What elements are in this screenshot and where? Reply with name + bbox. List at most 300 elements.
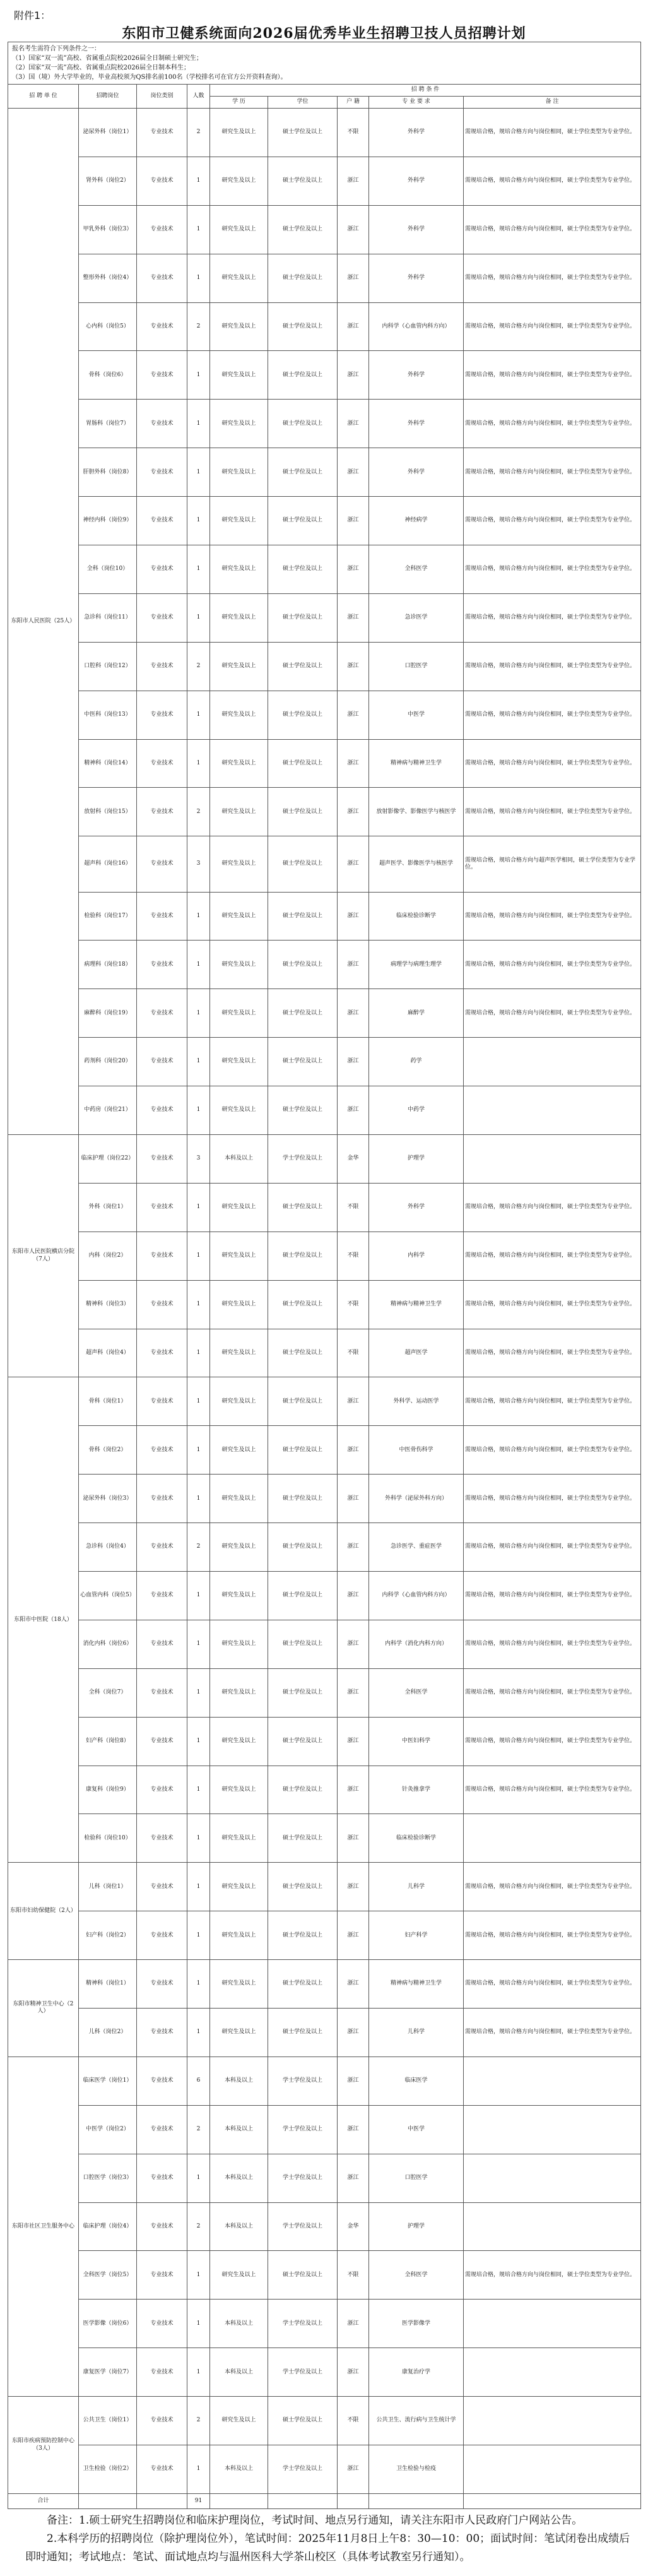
education-cell: 研究生及以上 <box>210 2008 268 2057</box>
remark-cell <box>464 1038 641 1086</box>
category-cell: 专业技术 <box>137 1280 187 1329</box>
category-cell: 专业技术 <box>137 2057 187 2105</box>
table-row <box>8 989 641 1038</box>
education-cell: 研究生及以上 <box>210 1717 268 1766</box>
major-cell: 全科医学 <box>369 545 464 594</box>
header-count: 人数 <box>187 85 210 109</box>
position-cell: 妇产科（岗位8） <box>79 1717 137 1766</box>
hukou-cell: 浙江 <box>338 351 369 400</box>
major-cell: 康复治疗学 <box>369 2348 464 2397</box>
degree-cell: 学士学位及以上 <box>268 2300 338 2348</box>
remark-cell: 需规培合格，规培合格方向与岗位相同，硕士学位类型为专业学位。 <box>464 739 641 788</box>
footer-notes <box>25 2512 631 2567</box>
position-cell: 肝胆外科（岗位8） <box>79 448 137 497</box>
hukou-cell: 浙江 <box>338 1717 369 1766</box>
degree-cell: 硕士学位及以上 <box>268 593 338 642</box>
note-line: （3）国（境）外大学毕业的，毕业高校须为QS排名前100名（学校排名可在官方公开资料查询）。 <box>12 74 287 81</box>
major-cell: 精神病与精神卫生学 <box>369 739 464 788</box>
position-cell: 中药房（岗位21） <box>79 1086 137 1135</box>
category-cell: 专业技术 <box>137 892 187 941</box>
hukou-cell: 金华 <box>338 2202 369 2251</box>
category-cell: 专业技术 <box>137 1426 187 1475</box>
table-row <box>8 2105 641 2154</box>
total-count: 91 <box>187 2493 210 2508</box>
header-unit: 招 聘 单 位 <box>8 85 79 109</box>
degree-cell: 硕士学位及以上 <box>268 989 338 1038</box>
table-row <box>8 1280 641 1329</box>
hukou-cell: 浙江 <box>338 1960 369 2009</box>
table-row <box>8 2348 641 2397</box>
degree-cell: 硕士学位及以上 <box>268 254 338 302</box>
hukou-cell: 浙江 <box>338 989 369 1038</box>
major-cell: 儿科学 <box>369 2008 464 2057</box>
total-label: 合计 <box>8 2493 79 2508</box>
education-cell: 本科及以上 <box>210 2445 268 2494</box>
remark-cell: 需规培合格，规培合格方向与岗位相同，硕士学位类型为专业学位。 <box>464 1911 641 1960</box>
major-cell: 护理学 <box>369 2202 464 2251</box>
remark-cell <box>464 1134 641 1183</box>
table-row <box>8 1038 641 1086</box>
category-cell: 专业技术 <box>137 1960 187 2009</box>
category-cell: 专业技术 <box>137 302 187 351</box>
hukou-cell: 不限 <box>338 2397 369 2445</box>
education-cell: 研究生及以上 <box>210 836 268 892</box>
position-cell: 公共卫生（岗位1） <box>79 2397 137 2445</box>
category-cell: 专业技术 <box>137 691 187 739</box>
count-cell: 1 <box>187 1911 210 1960</box>
degree-cell: 硕士学位及以上 <box>268 1571 338 1620</box>
position-cell: 中医科（岗位13） <box>79 691 137 739</box>
major-cell: 中医妇科学 <box>369 1717 464 1766</box>
header-major: 专 业 要 求 <box>369 97 464 109</box>
category-cell: 专业技术 <box>137 1232 187 1280</box>
major-cell: 急诊医学、重症医学 <box>369 1523 464 1572</box>
table-row <box>8 1232 641 1280</box>
remark-cell: 需规培合格，规培合格方向与岗位相同，硕士学位类型为专业学位。 <box>464 205 641 254</box>
hukou-cell: 金华 <box>338 1134 369 1183</box>
count-cell: 1 <box>187 157 210 205</box>
position-cell: 全科医学（岗位5） <box>79 2251 137 2300</box>
education-cell: 研究生及以上 <box>210 254 268 302</box>
category-cell: 专业技术 <box>137 448 187 497</box>
table-row <box>8 1571 641 1620</box>
hukou-cell: 浙江 <box>338 448 369 497</box>
table-row <box>8 836 641 892</box>
count-cell: 1 <box>187 400 210 448</box>
education-cell: 研究生及以上 <box>210 1038 268 1086</box>
category-cell: 专业技术 <box>137 400 187 448</box>
position-cell: 儿科（岗位1） <box>79 1863 137 1911</box>
remark-cell <box>464 1086 641 1135</box>
count-cell: 1 <box>187 1717 210 1766</box>
position-cell: 检验科（岗位17） <box>79 892 137 941</box>
major-cell: 内科学（心血管内科方向） <box>369 1571 464 1620</box>
major-cell: 外科学 <box>369 1183 464 1232</box>
table-row <box>8 205 641 254</box>
table-row <box>8 254 641 302</box>
table-row <box>8 400 641 448</box>
education-cell: 研究生及以上 <box>210 1329 268 1377</box>
hukou-cell: 浙江 <box>338 1766 369 1814</box>
category-cell: 专业技术 <box>137 1329 187 1377</box>
remark-cell: 需规培合格，规培合格方向与岗位相同，硕士学位类型为专业学位。 <box>464 1426 641 1475</box>
header-hukou: 户 籍 <box>338 97 369 109</box>
remark-cell: 需规培合格，规培合格方向与岗位相同，硕士学位类型为专业学位。 <box>464 788 641 836</box>
count-cell: 1 <box>187 1766 210 1814</box>
position-cell: 中医学（岗位2） <box>79 2105 137 2154</box>
count-cell: 1 <box>187 2008 210 2057</box>
degree-cell: 硕士学位及以上 <box>268 2397 338 2445</box>
major-cell: 全科医学 <box>369 2251 464 2300</box>
degree-cell: 学士学位及以上 <box>268 2445 338 2494</box>
major-cell: 中医学 <box>369 2105 464 2154</box>
remark-cell: 需规培合格，规培合格方向与岗位相同，硕士学位类型为专业学位。 <box>464 1329 641 1377</box>
table-row <box>8 642 641 691</box>
remark-cell: 需规培合格，规培合格方向与岗位相同，硕士学位类型为专业学位。 <box>464 109 641 157</box>
degree-cell: 硕士学位及以上 <box>268 1038 338 1086</box>
hukou-cell: 浙江 <box>338 1086 369 1135</box>
count-cell: 1 <box>187 254 210 302</box>
degree-cell: 硕士学位及以上 <box>268 1620 338 1668</box>
education-cell: 研究生及以上 <box>210 351 268 400</box>
hukou-cell: 浙江 <box>338 400 369 448</box>
category-cell: 专业技术 <box>137 941 187 989</box>
count-cell: 1 <box>187 1960 210 2009</box>
major-cell: 内科学 <box>369 1232 464 1280</box>
degree-cell: 硕士学位及以上 <box>268 157 338 205</box>
major-cell: 外科学（泌尿外科方向） <box>369 1475 464 1523</box>
table-row <box>8 2154 641 2202</box>
hukou-cell: 浙江 <box>338 254 369 302</box>
hukou-cell: 浙江 <box>338 2057 369 2105</box>
table-row <box>8 448 641 497</box>
hukou-cell: 浙江 <box>338 1426 369 1475</box>
hukou-cell: 浙江 <box>338 205 369 254</box>
hukou-cell: 浙江 <box>338 2154 369 2202</box>
remark-cell: 需规培合格，规培合格方向与岗位相同，硕士学位类型为专业学位。 <box>464 691 641 739</box>
table-row <box>8 2057 641 2105</box>
degree-cell: 硕士学位及以上 <box>268 788 338 836</box>
table-row <box>8 2251 641 2300</box>
education-cell: 研究生及以上 <box>210 642 268 691</box>
position-cell: 心血管内科（岗位5） <box>79 1571 137 1620</box>
major-cell: 外科学、运动医学 <box>369 1377 464 1426</box>
count-cell: 2 <box>187 2397 210 2445</box>
category-cell: 专业技术 <box>137 1523 187 1572</box>
category-cell: 专业技术 <box>137 1086 187 1135</box>
education-cell: 本科及以上 <box>210 2348 268 2397</box>
education-cell: 本科及以上 <box>210 2154 268 2202</box>
header-category: 岗位类别 <box>137 85 187 109</box>
table-row <box>8 1377 641 1426</box>
table-row <box>8 109 641 157</box>
unit-name-cell: 东阳市人民医院（25人） <box>8 109 79 1135</box>
education-cell: 研究生及以上 <box>210 109 268 157</box>
count-cell: 1 <box>187 545 210 594</box>
position-cell: 超声科（岗位4） <box>79 1329 137 1377</box>
count-cell: 1 <box>187 2251 210 2300</box>
table-row <box>8 593 641 642</box>
remark-cell: 需规培合格，规培合格方向与岗位相同，硕士学位类型为专业学位。 <box>464 642 641 691</box>
major-cell: 护理学 <box>369 1134 464 1183</box>
degree-cell: 硕士学位及以上 <box>268 109 338 157</box>
major-cell: 中医学 <box>369 691 464 739</box>
count-cell: 1 <box>187 2348 210 2397</box>
remark-cell: 需规培合格，规培合格方向与岗位相同，硕士学位类型为专业学位。 <box>464 2251 641 2300</box>
position-cell: 口腔科（岗位12） <box>79 642 137 691</box>
remark-cell <box>464 2202 641 2251</box>
hukou-cell: 浙江 <box>338 1668 369 1717</box>
notes-row <box>8 42 641 85</box>
table-row <box>8 545 641 594</box>
major-cell: 口腔医学 <box>369 642 464 691</box>
degree-cell: 硕士学位及以上 <box>268 1523 338 1572</box>
count-cell: 2 <box>187 642 210 691</box>
degree-cell: 学士学位及以上 <box>268 2154 338 2202</box>
category-cell: 专业技术 <box>137 2154 187 2202</box>
degree-cell: 硕士学位及以上 <box>268 1232 338 1280</box>
remark-cell: 需规培合格，规培合格方向与岗位相同，硕士学位类型为专业学位。 <box>464 254 641 302</box>
category-cell: 专业技术 <box>137 1134 187 1183</box>
remark-cell: 需规培合格，规培合格方向与岗位相同，硕士学位类型为专业学位。 <box>464 1766 641 1814</box>
education-cell: 研究生及以上 <box>210 302 268 351</box>
category-cell: 专业技术 <box>137 2105 187 2154</box>
table-row <box>8 1086 641 1135</box>
hukou-cell: 浙江 <box>338 1620 369 1668</box>
hukou-cell: 浙江 <box>338 1571 369 1620</box>
education-cell: 研究生及以上 <box>210 2251 268 2300</box>
category-cell: 专业技术 <box>137 205 187 254</box>
count-cell: 2 <box>187 2202 210 2251</box>
education-cell: 研究生及以上 <box>210 205 268 254</box>
hukou-cell: 浙江 <box>338 1377 369 1426</box>
count-cell: 1 <box>187 1038 210 1086</box>
major-cell: 临床医学 <box>369 2057 464 2105</box>
table-body <box>8 109 641 2494</box>
table-row <box>8 2445 641 2494</box>
category-cell: 专业技术 <box>137 2008 187 2057</box>
education-cell: 研究生及以上 <box>210 691 268 739</box>
position-cell: 急诊科（岗位11） <box>79 593 137 642</box>
header-degree: 学位 <box>268 97 338 109</box>
position-cell: 全科（岗位10） <box>79 545 137 594</box>
remark-cell: 需规培合格，规培合格方向与岗位相同，硕士学位类型为专业学位。 <box>464 989 641 1038</box>
degree-cell: 学士学位及以上 <box>268 2348 338 2397</box>
count-cell: 1 <box>187 2300 210 2348</box>
hukou-cell: 浙江 <box>338 302 369 351</box>
table-row <box>8 1620 641 1668</box>
table-row <box>8 1766 641 1814</box>
remark-cell: 需规培合格，规培合格方向与超声医学相同，硕士学位类型为专业学位。 <box>464 836 641 892</box>
degree-cell: 硕士学位及以上 <box>268 1329 338 1377</box>
category-cell: 专业技术 <box>137 1911 187 1960</box>
hukou-cell: 浙江 <box>338 1911 369 1960</box>
education-cell: 研究生及以上 <box>210 497 268 545</box>
position-cell: 整形外科（岗位4） <box>79 254 137 302</box>
category-cell: 专业技术 <box>137 1863 187 1911</box>
remark-cell: 需规培合格，规培合格方向与岗位相同，硕士学位类型为专业学位。 <box>464 1280 641 1329</box>
count-cell: 1 <box>187 691 210 739</box>
header-position: 招聘岗位 <box>79 85 137 109</box>
remark-cell <box>464 2154 641 2202</box>
hukou-cell: 浙江 <box>338 941 369 989</box>
major-cell: 急诊医学 <box>369 593 464 642</box>
table-row <box>8 2300 641 2348</box>
count-cell: 6 <box>187 2057 210 2105</box>
category-cell: 专业技术 <box>137 351 187 400</box>
education-cell: 研究生及以上 <box>210 1280 268 1329</box>
position-cell: 骨科（岗位6） <box>79 351 137 400</box>
education-cell: 研究生及以上 <box>210 545 268 594</box>
count-cell: 1 <box>187 1475 210 1523</box>
category-cell: 专业技术 <box>137 497 187 545</box>
table-row <box>8 1134 641 1183</box>
education-cell: 研究生及以上 <box>210 1183 268 1232</box>
major-cell: 儿科学 <box>369 1863 464 1911</box>
position-cell: 甲乳外科（岗位3） <box>79 205 137 254</box>
remark-cell: 需规培合格，规培合格方向与岗位相同，硕士学位类型为专业学位。 <box>464 1863 641 1911</box>
count-cell: 1 <box>187 593 210 642</box>
education-cell: 研究生及以上 <box>210 892 268 941</box>
count-cell: 1 <box>187 351 210 400</box>
remark-cell: 需规培合格，规培合格方向与岗位相同，硕士学位类型为专业学位。 <box>464 1523 641 1572</box>
education-cell: 研究生及以上 <box>210 1426 268 1475</box>
count-cell: 1 <box>187 205 210 254</box>
remark-cell: 需规培合格，规培合格方向与岗位相同，硕士学位类型为专业学位。 <box>464 302 641 351</box>
category-cell: 专业技术 <box>137 788 187 836</box>
hukou-cell: 浙江 <box>338 1038 369 1086</box>
degree-cell: 硕士学位及以上 <box>268 1183 338 1232</box>
category-cell: 专业技术 <box>137 1668 187 1717</box>
position-cell: 全科（岗位7） <box>79 1668 137 1717</box>
count-cell: 3 <box>187 836 210 892</box>
position-cell: 妇产科（岗位2） <box>79 1911 137 1960</box>
major-cell: 临床检验诊断学 <box>369 1814 464 1863</box>
major-cell: 卫生检验与检疫 <box>369 2445 464 2494</box>
degree-cell: 硕士学位及以上 <box>268 1814 338 1863</box>
remark-cell: 需规培合格，规培合格方向与岗位相同，硕士学位类型为专业学位。 <box>464 1960 641 2009</box>
header-conditions: 招 聘 条 件 <box>210 85 641 97</box>
education-cell: 研究生及以上 <box>210 2397 268 2445</box>
remark-cell <box>464 2348 641 2397</box>
education-cell: 研究生及以上 <box>210 788 268 836</box>
major-cell: 中医骨伤科学 <box>369 1426 464 1475</box>
category-cell: 专业技术 <box>137 1038 187 1086</box>
table-row <box>8 157 641 205</box>
category-cell: 专业技术 <box>137 1377 187 1426</box>
hukou-cell: 不限 <box>338 1232 369 1280</box>
footer-note-1: 备注：1.硕士研究生招聘岗位和临床护理岗位，考试时间、地点另行通知，请关注东阳市人民政府门户网站公告。 <box>47 2514 583 2527</box>
degree-cell: 硕士学位及以上 <box>268 1280 338 1329</box>
position-cell: 临床护理（岗位22） <box>79 1134 137 1183</box>
position-cell: 消化内科（岗位6） <box>79 1620 137 1668</box>
education-cell: 研究生及以上 <box>210 157 268 205</box>
position-cell: 医学影像（岗位6） <box>79 2300 137 2348</box>
position-cell: 麻醉科（岗位19） <box>79 989 137 1038</box>
position-cell: 病理科（岗位18） <box>79 941 137 989</box>
table-row <box>8 739 641 788</box>
category-cell: 专业技术 <box>137 157 187 205</box>
category-cell: 专业技术 <box>137 1814 187 1863</box>
count-cell: 1 <box>187 739 210 788</box>
remark-cell: 需规培合格，规培合格方向与岗位相同，硕士学位类型为专业学位。 <box>464 351 641 400</box>
unit-name-cell: 东阳市社区卫生服务中心 <box>8 2057 79 2396</box>
major-cell: 外科学 <box>369 448 464 497</box>
degree-cell: 硕士学位及以上 <box>268 1475 338 1523</box>
hukou-cell: 浙江 <box>338 2105 369 2154</box>
position-cell: 胃肠科（岗位7） <box>79 400 137 448</box>
degree-cell: 硕士学位及以上 <box>268 351 338 400</box>
count-cell: 1 <box>187 1814 210 1863</box>
table-row <box>8 2008 641 2057</box>
major-cell: 麻醉学 <box>369 989 464 1038</box>
degree-cell: 硕士学位及以上 <box>268 1717 338 1766</box>
category-cell: 专业技术 <box>137 2251 187 2300</box>
degree-cell: 硕士学位及以上 <box>268 892 338 941</box>
degree-cell: 硕士学位及以上 <box>268 1766 338 1814</box>
count-cell: 1 <box>187 1863 210 1911</box>
major-cell: 外科学 <box>369 157 464 205</box>
table-row <box>8 1183 641 1232</box>
table-row <box>8 302 641 351</box>
header-row-1 <box>8 85 641 97</box>
position-cell: 神经内科（岗位9） <box>79 497 137 545</box>
header-education: 学 历 <box>210 97 268 109</box>
total-row <box>8 2493 641 2508</box>
degree-cell: 硕士学位及以上 <box>268 691 338 739</box>
table-row <box>8 691 641 739</box>
remark-cell <box>464 2057 641 2105</box>
count-cell: 2 <box>187 2105 210 2154</box>
position-cell: 儿科（岗位2） <box>79 2008 137 2057</box>
hukou-cell: 浙江 <box>338 2008 369 2057</box>
hukou-cell: 不限 <box>338 1280 369 1329</box>
position-cell: 康复医学（岗位7） <box>79 2348 137 2397</box>
table-row <box>8 1426 641 1475</box>
count-cell: 1 <box>187 497 210 545</box>
category-cell: 专业技术 <box>137 593 187 642</box>
category-cell: 专业技术 <box>137 254 187 302</box>
remark-cell: 需规培合格，规培合格方向与岗位相同，硕士学位类型为专业学位。 <box>464 2008 641 2057</box>
position-cell: 急诊科（岗位4） <box>79 1523 137 1572</box>
position-cell: 内科（岗位2） <box>79 1232 137 1280</box>
table-row <box>8 1960 641 2009</box>
page-title: 东阳市卫健系统面向2026届优秀毕业生招聘卫技人员招聘计划 <box>122 25 526 42</box>
recruitment-table <box>8 42 641 2509</box>
hukou-cell: 浙江 <box>338 1523 369 1572</box>
category-cell: 专业技术 <box>137 989 187 1038</box>
position-cell: 精神科（岗位14） <box>79 739 137 788</box>
major-cell: 外科学 <box>369 109 464 157</box>
category-cell: 专业技术 <box>137 2397 187 2445</box>
hukou-cell: 浙江 <box>338 497 369 545</box>
count-cell: 2 <box>187 302 210 351</box>
remark-cell: 需规培合格，规培合格方向与岗位相同，硕士学位类型为专业学位。 <box>464 892 641 941</box>
hukou-cell: 不限 <box>338 1183 369 1232</box>
count-cell: 1 <box>187 2154 210 2202</box>
category-cell: 专业技术 <box>137 2348 187 2397</box>
category-cell: 专业技术 <box>137 1475 187 1523</box>
remark-cell: 需规培合格，规培合格方向与岗位相同，硕士学位类型为专业学位。 <box>464 593 641 642</box>
remark-cell: 需规培合格，规培合格方向与岗位相同，硕士学位类型为专业学位。 <box>464 157 641 205</box>
hukou-cell: 浙江 <box>338 1814 369 1863</box>
education-cell: 研究生及以上 <box>210 1232 268 1280</box>
count-cell: 1 <box>187 1571 210 1620</box>
education-cell: 研究生及以上 <box>210 1086 268 1135</box>
note-line: （1）国家“双一流”高校、省属重点院校2026届全日制硕士研究生； <box>12 55 203 62</box>
education-cell: 研究生及以上 <box>210 941 268 989</box>
count-cell: 2 <box>187 788 210 836</box>
